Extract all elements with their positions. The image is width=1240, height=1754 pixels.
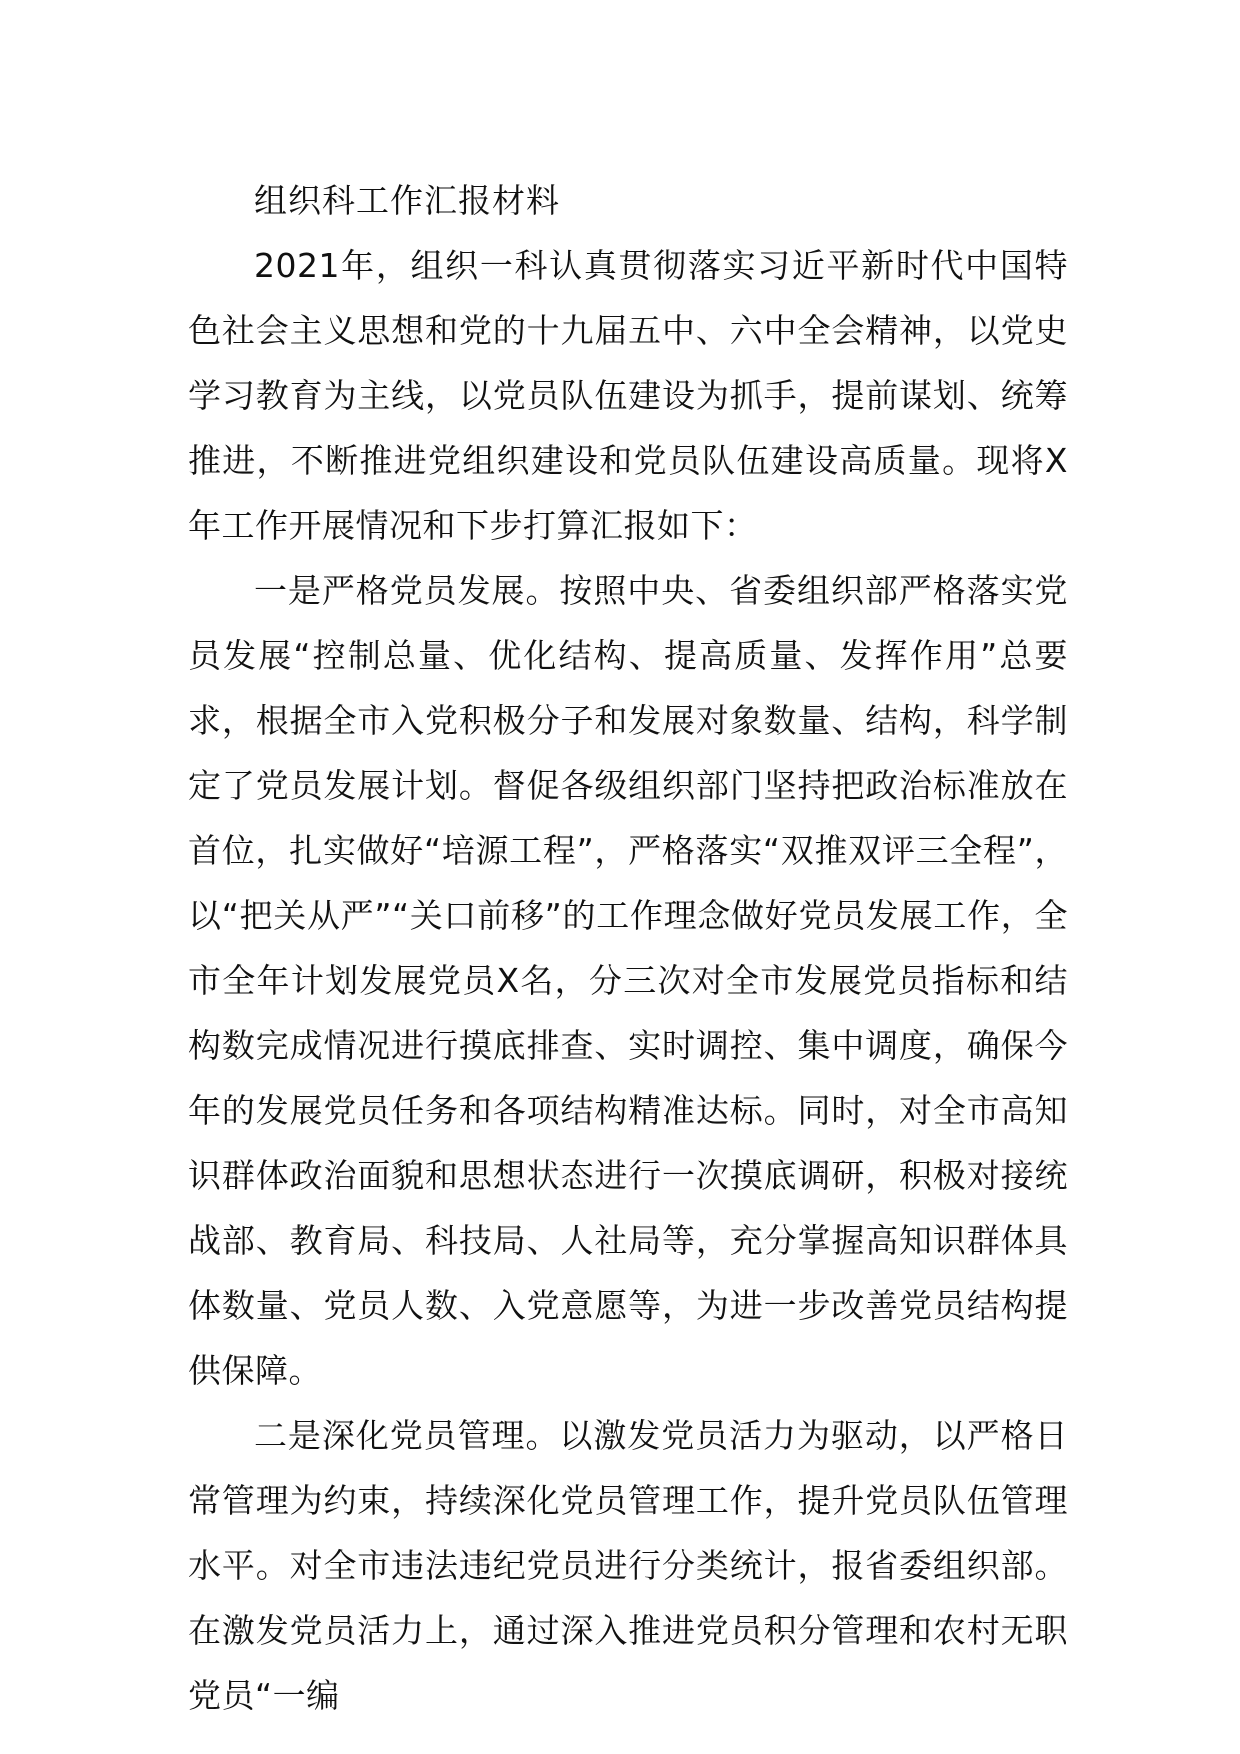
document-body [188, 168, 1068, 1728]
party-member-development-paragraph: 一是严格党员发展。按照中央、省委组织部严格落实党员发展“控制总量、优化结构、提高质量、发挥作用”总要求，根据全市入党积极分子和发展对象数量、结构，科学制定了党员发展计划。督促各级组织部门坚持把政治标准放在首位，扎实做好“培源工程”，严格落实“双推双评三全程”，以“把关从严”“关口前移”的工作理念做好党员发展工作，全市全年计划发展党员X名，分三次对全市发展党员指标和结构数完成情况进行摸底排查、实时调控、集中调度，确保今年的发展党员任务和各项结构精准达标。同时，对全市高知识群体政治面貌和思想状态进行一次摸底调研，积极对接统战部、教育局、科技局、人社局等，充分掌握高知识群体具体数量、党员人数、入党意愿等，为进一步改善党员结构提供保障。 [188, 571, 1068, 1390]
intro-paragraph: 2021年，组织一科认真贯彻落实习近平新时代中国特色社会主义思想和党的十九届五中、六中全会精神，以党史学习教育为主线，以党员队伍建设为抓手，提前谋划、统筹推进，不断推进党组织建设和党员队伍建设高质量。现将X年工作开展情况和下步打算汇报如下： [188, 246, 1068, 545]
document-title: 组织科工作汇报材料 [254, 181, 560, 220]
party-member-management-paragraph: 二是深化党员管理。以激发党员活力为驱动，以严格日常管理为约束，持续深化党员管理工作，提升党员队伍管理水平。对全市违法违纪党员进行分类统计，报省委组织部。在激发党员活力上，通过深入推进党员积分管理和农村无职党员“一编 [188, 1416, 1068, 1715]
